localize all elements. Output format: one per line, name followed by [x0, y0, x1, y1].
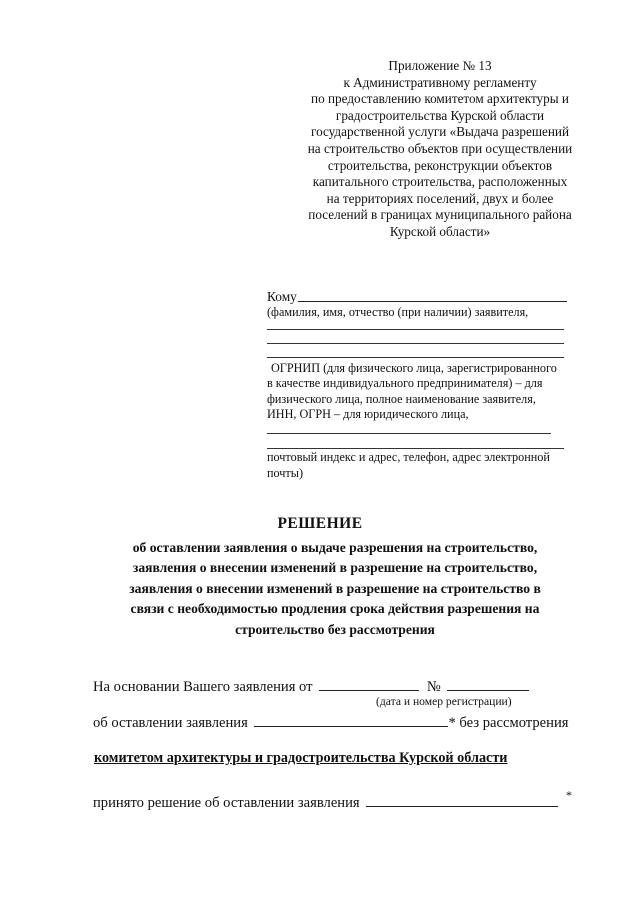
recipient-blank-line	[267, 357, 564, 358]
decision-line	[93, 792, 558, 812]
date-caption: (дата и номер регистрации)	[376, 695, 512, 708]
postal-line: почтовый индекс и адрес, телефон, адрес электронной	[267, 449, 550, 464]
organ-name: комитетом архитектуры и градостроительства Курской области	[94, 750, 508, 766]
decision-subtitle-line: связи с необходимостью продления срока действия разрешения на	[130, 601, 540, 617]
ogrnip-line: ОГРНИП (для физического лица, зарегистрированного	[271, 360, 557, 375]
appendix-line: поселений в границах муниципального района	[308, 207, 572, 223]
basis-line	[93, 676, 529, 696]
ogrnip-line: физического лица, полное наименование заявителя,	[267, 391, 536, 406]
appendix-line: Приложение № 13	[388, 58, 492, 73]
appendix-line: к Административному регламенту	[343, 74, 537, 90]
footnote-asterisk: *	[566, 788, 572, 802]
decision-blank	[366, 792, 558, 807]
decision-subtitle-line: заявления о внесении изменений в разрешение на строительство,	[132, 560, 538, 576]
recipient-blank-line	[267, 448, 564, 449]
recipient-blank-line	[267, 343, 564, 344]
appendix-line: по предоставлению комитетом архитектуры и	[311, 91, 569, 107]
leave-suffix: * без рассмотрения	[448, 715, 569, 731]
recipient-blank-line	[267, 433, 551, 434]
appendix-line: строительства, реконструкции объектов	[327, 157, 553, 173]
decision-subtitle-line: строительство без рассмотрения	[235, 621, 435, 637]
application-type-blank	[254, 712, 448, 727]
appendix-line: Курской области»	[389, 223, 491, 239]
recipient-name-note: (фамилия, имя, отчество (при наличии) заявителя,	[267, 305, 529, 319]
appendix-line: на территориях поселений, двух и более	[326, 190, 554, 206]
basis-prefix: На основании Вашего заявления от	[93, 679, 313, 695]
postal-line: почты)	[267, 465, 304, 480]
recipient-to-row	[267, 288, 567, 305]
recipient-name-blank	[298, 288, 567, 302]
ogrnip-line: в качестве индивидуального предпринимателя) – для	[267, 376, 543, 391]
decision-subtitle-line: об оставлении заявления о выдаче разрешения на строительство,	[132, 540, 538, 555]
number-sign: №	[426, 679, 441, 695]
leave-line	[93, 712, 568, 732]
leave-prefix: об оставлении заявления	[93, 715, 248, 731]
decision-prefix: принято решение об оставлении заявления	[93, 795, 360, 811]
recipient-postal-note	[267, 450, 567, 481]
appendix-line: капитального строительства, расположенных	[312, 174, 568, 190]
recipient-blank-line	[267, 329, 564, 330]
appendix-header	[282, 58, 598, 241]
appendix-line: на строительство объектов при осуществлении	[307, 140, 573, 156]
date-blank	[319, 676, 419, 691]
appendix-line: государственной услуги «Выдача разрешений	[310, 124, 570, 140]
decision-title: РЕШЕНИЕ	[277, 515, 363, 532]
recipient-to-label: Кому	[267, 289, 297, 305]
appendix-line: градостроительства Курской области	[335, 107, 545, 123]
number-blank	[447, 676, 529, 691]
ogrnip-line: ИНН, ОГРН – для юридического лица,	[267, 407, 469, 422]
decision-subtitle-line: заявления о внесении изменений в разрешение на строительство в	[129, 580, 541, 596]
recipient-block	[267, 288, 567, 481]
recipient-ogrnip-note	[267, 361, 567, 423]
decision-subtitle	[95, 538, 575, 640]
